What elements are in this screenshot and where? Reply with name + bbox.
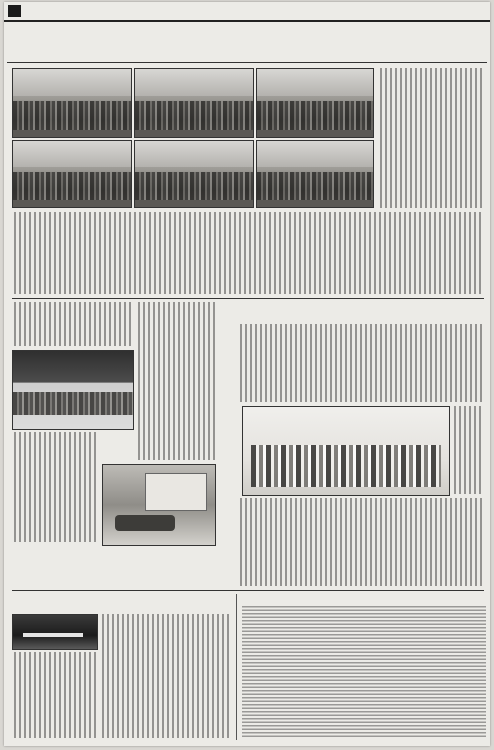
story4-headline <box>12 594 234 610</box>
story2-headline <box>238 304 486 322</box>
photo-police-checkpoint <box>12 614 98 650</box>
photo-award-display <box>102 464 216 546</box>
photo-procession-2 <box>134 68 254 138</box>
article-text-block <box>452 406 484 494</box>
photo-procession-6 <box>256 140 374 208</box>
masthead <box>4 2 490 22</box>
newspaper-page <box>4 2 490 746</box>
photo-procession-1 <box>12 68 132 138</box>
article-text-block <box>238 324 484 402</box>
article-text-block <box>12 652 96 738</box>
notice-text <box>242 606 486 738</box>
photo-award-group <box>242 406 450 496</box>
divider <box>236 594 237 740</box>
article-text-block <box>100 614 230 738</box>
article-text-block <box>238 498 484 586</box>
article-text-block <box>12 302 132 346</box>
article-text-block <box>12 212 484 294</box>
article-text-block <box>378 68 484 208</box>
photo-procession-3 <box>256 68 374 138</box>
photo-school-event <box>12 350 134 430</box>
divider <box>12 590 484 591</box>
story3-headline <box>218 302 234 586</box>
divider <box>7 62 487 63</box>
photo-procession-5 <box>134 140 254 208</box>
photo-procession-4 <box>12 140 132 208</box>
article-text-block <box>136 302 216 460</box>
article-text-block <box>12 432 98 542</box>
main-headline <box>7 24 487 60</box>
divider <box>12 298 484 299</box>
page-number <box>8 5 21 17</box>
